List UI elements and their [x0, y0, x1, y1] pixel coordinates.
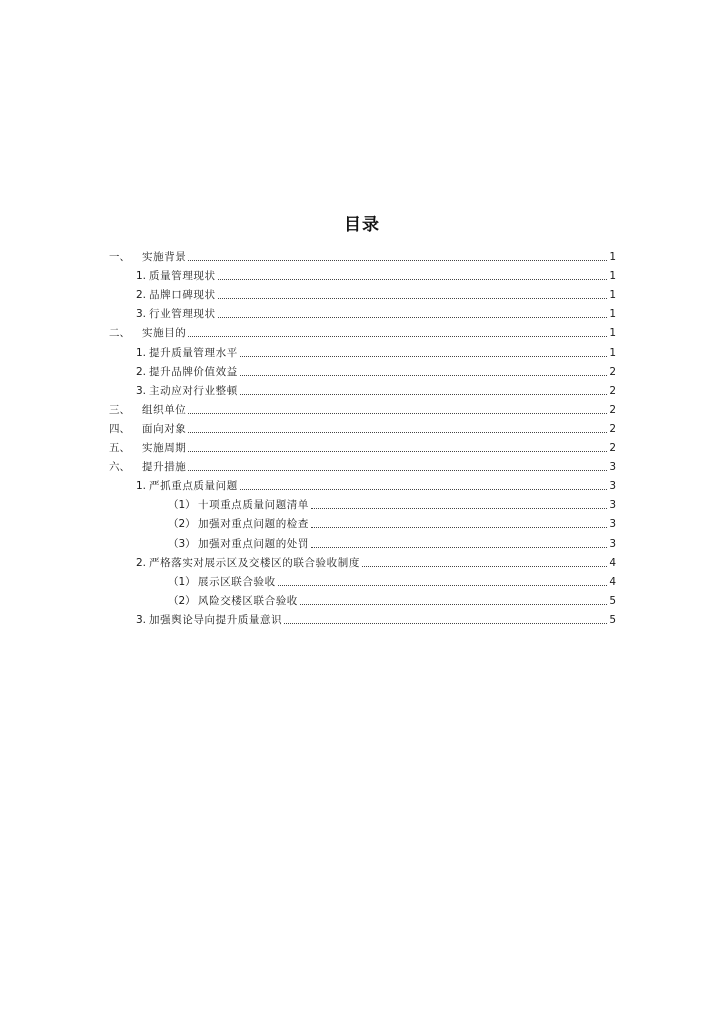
toc-entry-number: 四、 — [109, 422, 130, 435]
toc-entry-text: 提升质量管理水平 — [149, 346, 238, 359]
toc-entry[interactable] — [109, 302, 616, 321]
toc-entry-page: 3 — [609, 537, 616, 550]
toc-entry-text: 加强对重点问题的处罚 — [198, 537, 309, 550]
toc-entry[interactable] — [109, 398, 616, 417]
toc-entry-text: 组织单位 — [142, 403, 187, 416]
toc-entry-page: 1 — [609, 270, 616, 283]
dot-leader — [284, 623, 607, 624]
dot-leader — [188, 451, 607, 452]
toc-entry-text: 品牌口碑现状 — [149, 289, 216, 302]
toc-entry-text: 提升措施 — [142, 461, 187, 474]
toc-entry[interactable] — [109, 360, 616, 379]
toc-entry[interactable] — [109, 512, 616, 531]
toc-entry[interactable] — [109, 283, 616, 302]
toc-entry-text: 严抓重点质量问题 — [149, 480, 238, 493]
toc-entry-text: 十项重点质量问题清单 — [198, 499, 309, 512]
toc-entry-page: 1 — [609, 327, 616, 340]
dot-leader — [311, 508, 607, 509]
dot-leader — [188, 432, 607, 433]
dot-leader — [311, 527, 607, 528]
toc-entry-number: 二、 — [109, 327, 130, 340]
table-of-contents — [109, 245, 616, 627]
toc-entry-number: 五、 — [109, 442, 130, 455]
toc-entry-number: 1. — [136, 480, 147, 493]
toc-entry-page: 1 — [609, 346, 616, 359]
toc-entry[interactable] — [109, 589, 616, 608]
toc-entry-text: 风险交楼区联合验收 — [198, 594, 298, 607]
toc-entry-number: 2. — [136, 556, 147, 569]
toc-entry-text: 主动应对行业整顿 — [149, 384, 238, 397]
toc-entry[interactable] — [109, 264, 616, 283]
toc-entry-number: 3. — [136, 613, 147, 626]
dot-leader — [362, 566, 607, 567]
toc-entry-number: 六、 — [109, 461, 130, 474]
toc-entry-page: 3 — [609, 480, 616, 493]
toc-entry-number: （2） — [168, 594, 196, 607]
dot-leader — [311, 547, 607, 548]
toc-entry-number: （1） — [168, 499, 196, 512]
toc-entry-page: 2 — [609, 442, 616, 455]
dot-leader — [218, 298, 608, 299]
dot-leader — [218, 317, 608, 318]
toc-entry[interactable] — [109, 608, 616, 627]
toc-entry-number: （1） — [168, 575, 196, 588]
toc-entry-page: 3 — [609, 461, 616, 474]
toc-entry-text: 面向对象 — [142, 422, 187, 435]
dot-leader — [240, 375, 607, 376]
toc-entry-page: 4 — [609, 556, 616, 569]
toc-entry[interactable] — [109, 321, 616, 340]
dot-leader — [300, 604, 607, 605]
toc-entry[interactable] — [109, 474, 616, 493]
toc-entry-number: 2. — [136, 289, 147, 302]
toc-entry-number: 一、 — [109, 251, 130, 264]
toc-entry-page: 1 — [609, 251, 616, 264]
toc-entry[interactable] — [109, 551, 616, 570]
toc-entry[interactable] — [109, 379, 616, 398]
dot-leader — [218, 279, 608, 280]
toc-entry[interactable] — [109, 417, 616, 436]
toc-entry-page: 2 — [609, 422, 616, 435]
toc-title: 目录 — [344, 215, 380, 235]
dot-leader — [188, 260, 607, 261]
dot-leader — [188, 413, 607, 414]
toc-entry-number: （3） — [168, 537, 196, 550]
toc-entry[interactable] — [109, 436, 616, 455]
toc-entry-text: 提升品牌价值效益 — [149, 365, 238, 378]
toc-entry-number: 1. — [136, 346, 147, 359]
toc-entry-page: 3 — [609, 518, 616, 531]
toc-entry-page: 5 — [609, 594, 616, 607]
toc-entry-number: 3. — [136, 308, 147, 321]
toc-entry-text: 展示区联合验收 — [198, 575, 276, 588]
toc-entry-number: 三、 — [109, 403, 130, 416]
toc-entry-text: 加强对重点问题的检查 — [198, 518, 309, 531]
toc-entry[interactable] — [109, 340, 616, 359]
toc-entry-text: 实施目的 — [142, 327, 187, 340]
toc-entry-page: 2 — [609, 365, 616, 378]
toc-entry-text: 质量管理现状 — [149, 270, 216, 283]
dot-leader — [188, 470, 607, 471]
toc-entry-page: 2 — [609, 384, 616, 397]
toc-entry-text: 实施周期 — [142, 442, 187, 455]
toc-entry-page: 4 — [609, 575, 616, 588]
toc-entry[interactable] — [109, 245, 616, 264]
toc-entry[interactable] — [109, 493, 616, 512]
dot-leader — [240, 356, 607, 357]
toc-entry-page: 1 — [609, 308, 616, 321]
toc-entry-page: 5 — [609, 613, 616, 626]
toc-entry-page: 3 — [609, 499, 616, 512]
dot-leader — [240, 489, 607, 490]
toc-entry[interactable] — [109, 570, 616, 589]
toc-entry-number: 3. — [136, 384, 147, 397]
toc-entry-number: 1. — [136, 270, 147, 283]
toc-entry-page: 1 — [609, 289, 616, 302]
toc-entry-text: 严格落实对展示区及交楼区的联合验收制度 — [149, 556, 360, 569]
dot-leader — [240, 394, 607, 395]
toc-entry-number: （2） — [168, 518, 196, 531]
toc-entry-text: 实施背景 — [142, 251, 187, 264]
dot-leader — [188, 336, 607, 337]
toc-entry-text: 行业管理现状 — [149, 308, 216, 321]
toc-entry-number: 2. — [136, 365, 147, 378]
toc-entry[interactable] — [109, 531, 616, 550]
dot-leader — [278, 585, 608, 586]
toc-entry-text: 加强舆论导向提升质量意识 — [149, 613, 283, 626]
toc-entry-page: 2 — [609, 403, 616, 416]
toc-entry[interactable] — [109, 455, 616, 474]
